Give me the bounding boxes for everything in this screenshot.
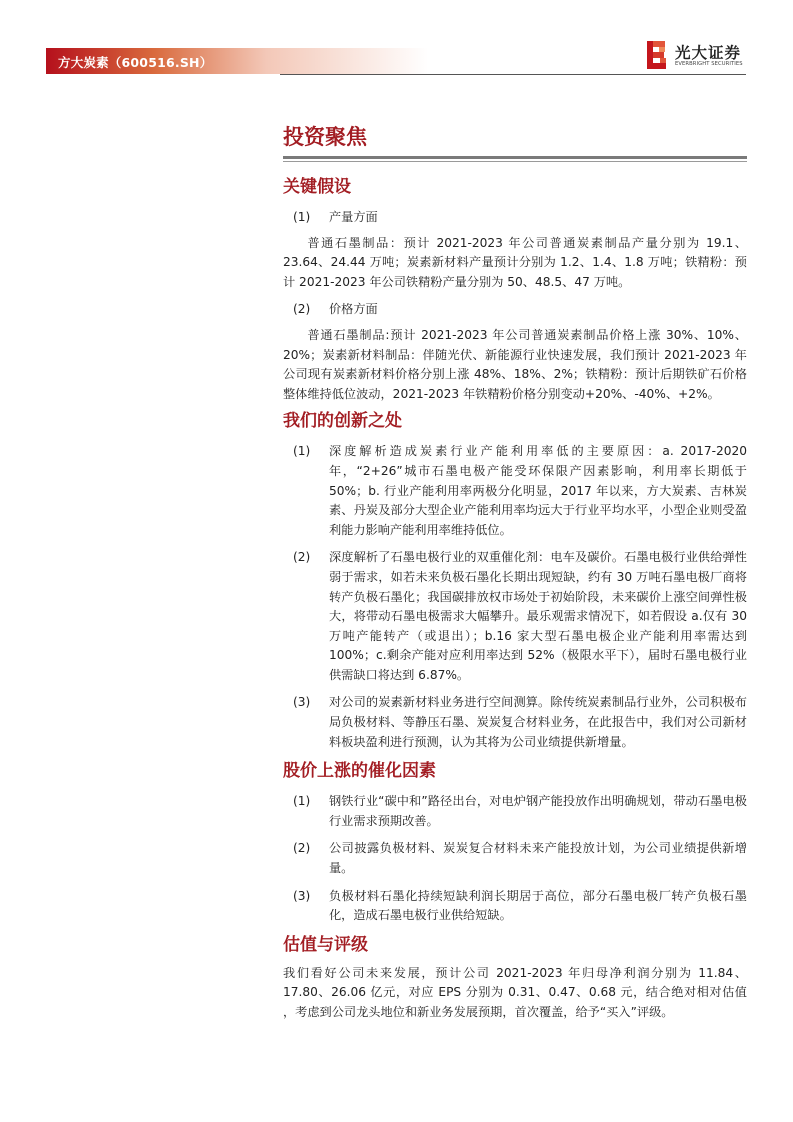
item-text: 负极材料石墨化持续短缺利润长期居于高位，部分石墨电极厂转产负极石墨化，造成石墨电极行业供给短缺。 (329, 888, 747, 923)
item-number: (3) (293, 888, 311, 903)
item-number: (2) (293, 550, 311, 565)
section-title-innovation: 我们的创新之处 (283, 411, 402, 432)
everbright-logo-icon (645, 40, 669, 70)
header-divider (280, 74, 746, 75)
brand-logo (645, 40, 755, 74)
item-text: 深度解析造成炭素行业产能利用率低的主要原因：a. 2017-2020 年，“2+26”城市石墨电极产能受环保限产因素影响，利用率长期低于 50%；b. 行业产能利用率两极分化明显，2017 年以来，方大炭素、吉林炭素、丹炭及部分大型企业产能利用率均远大于行业平均水平，小型企业则受盈利能力影响产能利用率维持低位。 (329, 444, 747, 537)
list-item (283, 792, 747, 831)
sub-label: 价格方面 (329, 302, 378, 317)
item-text: 对公司的炭素新材料业务进行空间测算。除传统炭素制品行业外，公司积极布局负极材料、等静压石墨、炭炭复合材料业务，在此报告中，我们对公司新材料板块盈利进行预测，认为其将为公司业绩提供新增量。 (329, 695, 747, 749)
assumption-price-text: 普通石墨制品:预计 2021-2023 年公司普通炭素制品价格上涨 30%、10%、20%；炭素新材料制品：伴随光伏、新能源行业快速发展，我们预计 2021-2023 年公司现有炭素新材料价格分别上涨 48%、18%、2%；铁精粉：预计后期铁矿石价格整体维持低位波动，2021-2023 年铁精粉价格分别变动+20%、-40%、+2%。 (283, 327, 747, 401)
page-title: 投资聚焦 (283, 125, 367, 149)
item-text: 深度解析了石墨电极行业的双重催化剂：电车及碳价。石墨电极行业供给弹性弱于需求，如若未来负极石墨化长期出现短缺，约有 30 万吨石墨电极厂商将转产负极石墨化；我国碳排放权市场处于初始阶段，未来碳价上涨空间弹性极大，将带动石墨电极需求大幅攀升。最乐观需求情况下，如若假设 a.仅有 30 万吨产能转产（或退出）；b.16 家大型石墨电极企业产能利用率需达到 100%；c.剩余产能对应利用率达到 52%（极限水平下），届时石墨电极行业供需缺口将达到 6.87%。 (329, 550, 747, 682)
valuation-text: 我们看好公司未来发展，预计公司 2021-2023 年归母净利润分别为 11.84、17.80、26.06 亿元，对应 EPS 分别为 0.31、0.47、0.68 元，结合绝对相对估值 ，考虑到公司龙头地位和新业务发展预期，首次覆盖，给予“买入”评级。 (283, 965, 747, 1019)
item-text: 公司披露负极材料、炭炭复合材料未来产能投放计划，为公司业绩提供新增量。 (329, 841, 747, 876)
section-title-assumptions: 关键假设 (283, 177, 351, 197)
title-rule-thin (283, 161, 747, 162)
assumption-output-text: 普通石墨制品：预计 2021-2023 年公司普通炭素制品产量分别为 19.1、23.64、24.44 万吨；炭素新材料产量预计分别为 1.2、1.4、1.8 万吨；铁精粉：预计 2021-2023 年公司铁精粉产量分别为 50、48.5、47 万吨。 (283, 235, 747, 289)
list-item (283, 548, 747, 685)
assumption-subhead-price (283, 300, 747, 320)
assumption-subhead-output (283, 208, 747, 228)
title-rule-thick (283, 156, 747, 159)
sub-number: (1) (293, 210, 311, 224)
item-number: (2) (293, 841, 311, 856)
item-number: (1) (293, 794, 311, 809)
list-item (283, 693, 747, 752)
report-body (283, 120, 747, 1023)
item-number: (3) (293, 695, 311, 710)
list-item (283, 887, 747, 926)
sub-number: (2) (293, 302, 311, 317)
item-number: (1) (293, 444, 311, 459)
logo-text-en: EVERBRIGHT SECURITIES (675, 61, 743, 67)
sub-label: 产量方面 (329, 210, 378, 224)
section-title-catalysts: 股价上涨的催化因素 (283, 761, 436, 782)
logo-text-cn: 光大证券 (675, 44, 742, 62)
list-item (283, 442, 747, 540)
item-text: 钢铁行业“碳中和”路径出台，对电炉钢产能投放作出明确规划，带动石墨电极行业需求预期改善。 (329, 794, 747, 828)
company-ticker: 方大炭素（600516.SH） (58, 55, 213, 70)
list-item (283, 839, 747, 878)
section-title-valuation: 估值与评级 (283, 934, 368, 955)
